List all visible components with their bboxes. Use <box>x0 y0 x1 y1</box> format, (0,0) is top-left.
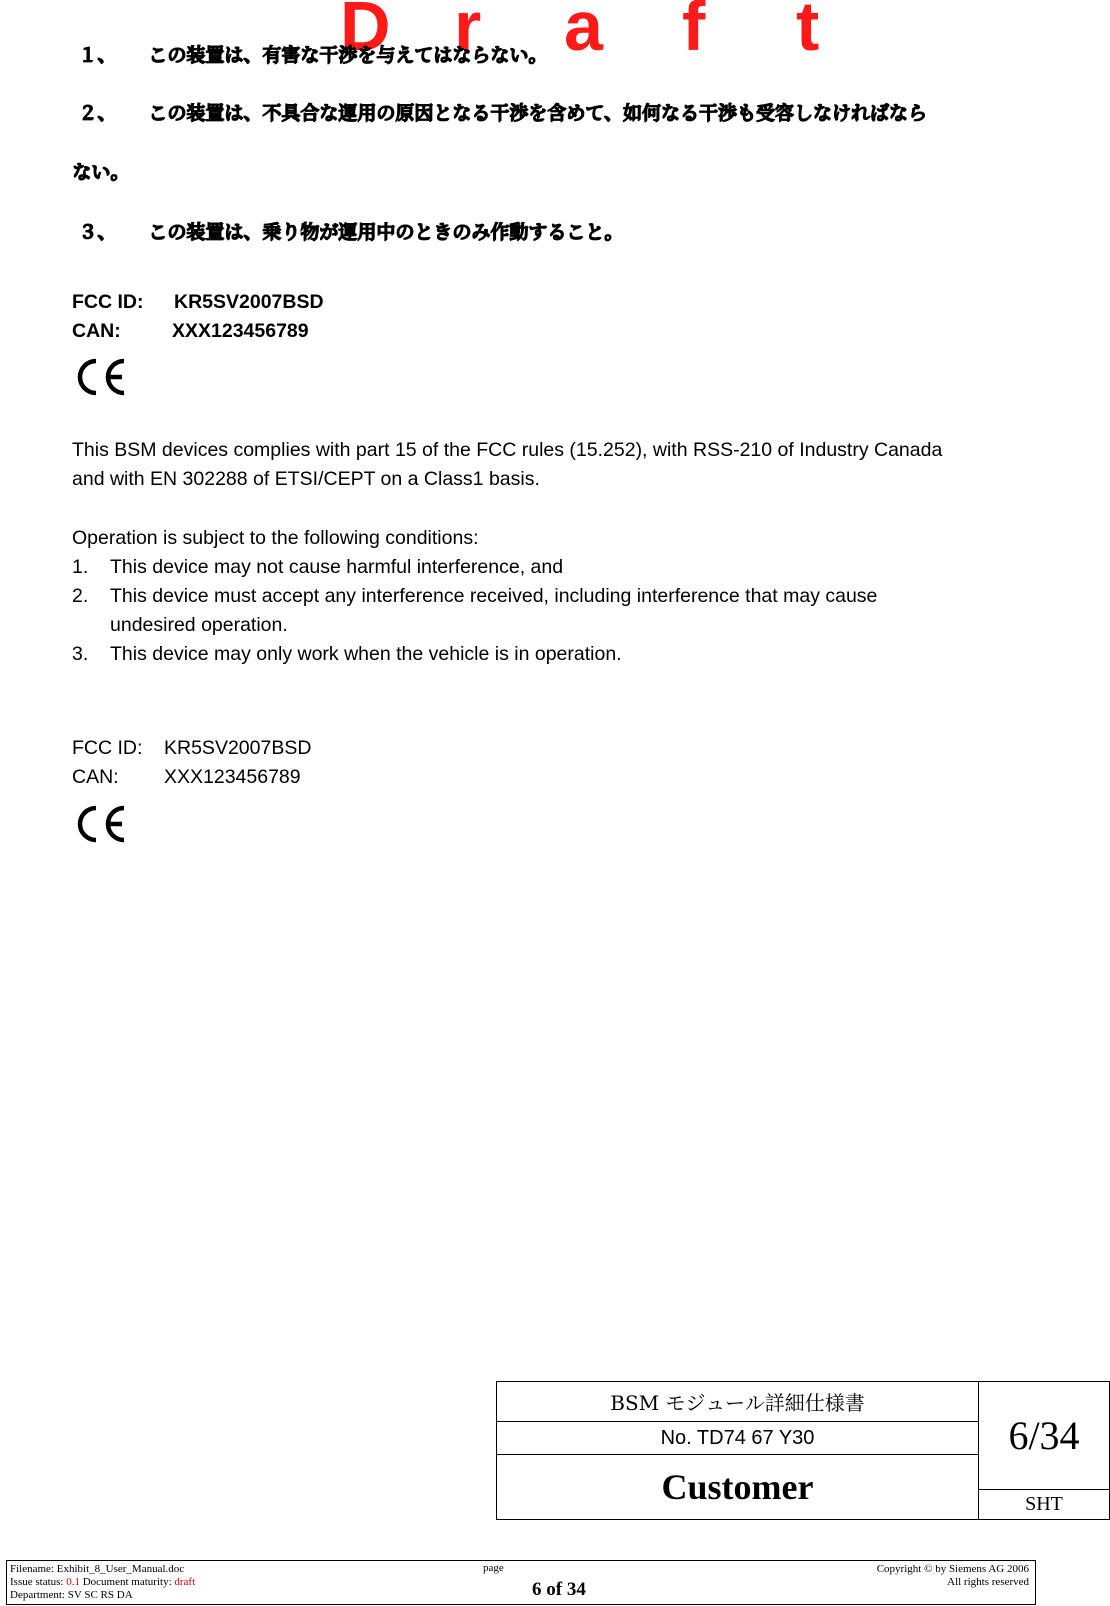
fcc-id-line-1 <box>72 288 324 317</box>
footer-copyright <box>877 1563 1029 1589</box>
footer-filename <box>10 1563 195 1576</box>
jp-notice-line-2-cont <box>72 157 129 184</box>
conditions-intro: Operation is subject to the following conditions: <box>72 527 479 549</box>
title-block <box>496 1381 1110 1520</box>
ce-mark-icon <box>72 804 128 844</box>
watermark-letter: a <box>564 0 603 65</box>
footer-maturity-label: Document maturity: <box>82 1576 172 1588</box>
footer-department-label: Department: <box>10 1589 65 1601</box>
compliance-line-1: This BSM devices complies with part 15 of the FCC rules (15.252), with RSS-210 of Industry Canada <box>72 439 943 461</box>
fcc-id-line-2 <box>72 734 311 763</box>
conditions-list <box>72 553 1072 669</box>
footer-issue-value: 0.1 <box>66 1576 80 1588</box>
list-item-text: This device must accept any interference received, including interference that may cause <box>110 585 878 607</box>
fcc-id-label: FCC ID: <box>72 737 143 759</box>
watermark-letter: r <box>454 0 482 65</box>
jp-notice-text: この装置は、有害な干渉を与えてはならない。 <box>148 44 548 66</box>
list-item-number: 2. <box>72 585 89 607</box>
footer-department-value: SV SC RS DA <box>67 1589 133 1601</box>
sheet-number: 6/34 <box>979 1382 1109 1490</box>
footer-issue-label: Issue status: <box>10 1576 64 1588</box>
page-footer <box>6 1560 1036 1605</box>
can-line-1 <box>72 317 309 346</box>
list-item <box>72 553 1072 582</box>
ce-mark-icon <box>72 357 128 397</box>
footer-maturity-value: draft <box>174 1576 196 1588</box>
list-item <box>72 640 1072 669</box>
footer-page-number: 6 of 34 <box>532 1579 586 1600</box>
jp-notice-number: ３、 <box>78 221 117 243</box>
list-item-text: This device may not cause harmful interference, and <box>110 556 564 578</box>
jp-notice-line-1 <box>78 40 547 67</box>
can-value: XXX123456789 <box>172 320 309 342</box>
footer-filename-label: Filename: <box>10 1563 54 1575</box>
jp-notice-line-3 <box>78 217 623 244</box>
sheet-label: SHT <box>1025 1493 1063 1515</box>
document-audience: Customer <box>661 1467 814 1507</box>
jp-notice-text: この装置は、不具合な運用の原因となる干渉を含めて、如何なる干渉も受容しなければなら <box>148 102 927 124</box>
fcc-id-value: KR5SV2007BSD <box>174 291 324 313</box>
list-item <box>72 582 1072 640</box>
compliance-line-2: and with EN 302288 of ETSI/CEPT on a Class1 basis. <box>72 468 540 490</box>
footer-rights-text: All rights reserved <box>947 1576 1029 1588</box>
watermark-letter: D <box>340 0 391 65</box>
can-label: CAN: <box>72 320 121 342</box>
watermark-letter: t <box>796 0 820 65</box>
fcc-id-value: KR5SV2007BSD <box>164 737 312 759</box>
can-value: XXX123456789 <box>164 766 301 788</box>
list-item-number: 1. <box>72 556 89 578</box>
jp-notice-line-2 <box>78 98 927 125</box>
list-item-text-cont: undesired operation. <box>110 614 288 636</box>
footer-doc-info <box>10 1563 195 1602</box>
jp-notice-text: この装置は、乗り物が運用中のときのみ作動すること。 <box>148 221 624 243</box>
footer-filename-value: Exhibit_8_User_Manual.doc <box>56 1563 185 1575</box>
footer-copyright-text: Copyright © by Siemens AG 2006 <box>876 1563 1029 1575</box>
document-number: No. TD74 67 Y30 <box>497 1422 978 1455</box>
footer-page-label: page <box>483 1562 504 1574</box>
jp-notice-number: ２、 <box>78 102 117 124</box>
footer-issue-status <box>10 1576 195 1589</box>
can-label: CAN: <box>72 766 119 788</box>
jp-notice-number: １、 <box>78 44 117 66</box>
list-item-number: 3. <box>72 643 89 665</box>
watermark-letter: f <box>682 0 706 65</box>
document-title: BSM モジュール詳細仕様書 <box>497 1382 978 1422</box>
list-item-text: This device may only work when the vehicle is in operation. <box>110 643 622 665</box>
footer-department <box>10 1589 195 1602</box>
fcc-id-label: FCC ID: <box>72 291 144 313</box>
jp-notice-text: ない。 <box>72 161 130 183</box>
can-line-2 <box>72 763 301 792</box>
